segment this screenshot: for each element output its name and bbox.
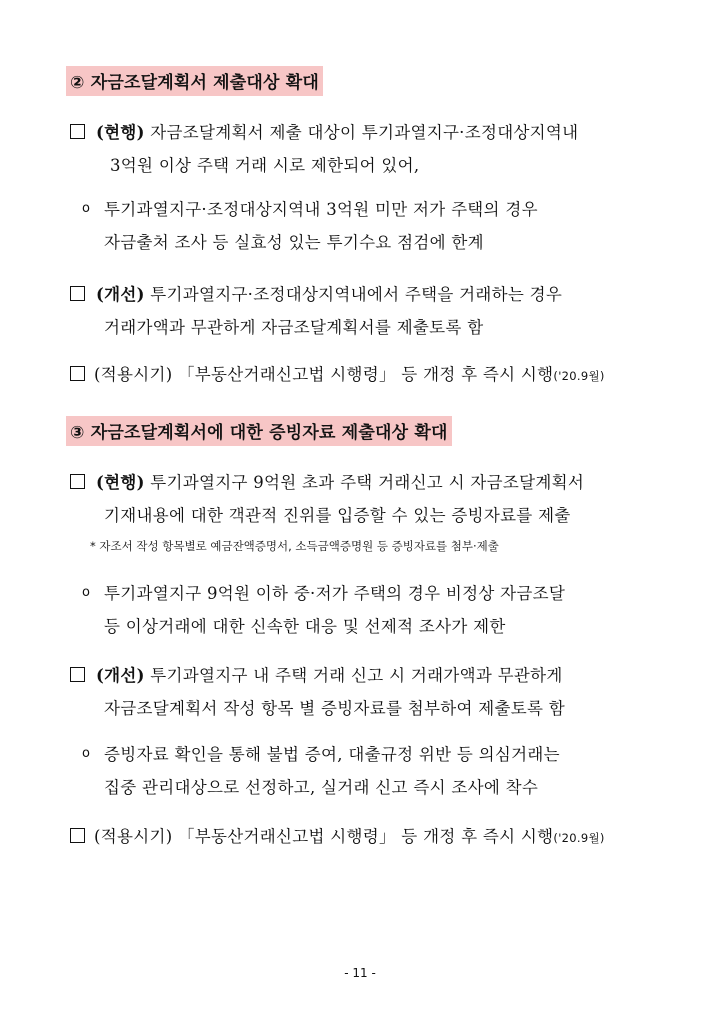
s2-improve-line2: 거래가액과 무관하게 자금조달계획서를 제출토록 함 (104, 318, 484, 337)
s2-bullet1-line1: 투기과열지구·조정대상지역내 3억원 미만 저가 주택의 경우 (104, 200, 538, 219)
s2-current-text1: 자금조달계획서 제출 대상이 투기과열지구·조정대상지역내 (150, 123, 579, 142)
bullet-circle-icon: o (82, 746, 90, 761)
s3-apply-label: (적용시기) (94, 827, 173, 846)
s2-improve-line1 (96, 281, 562, 305)
s2-apply-date: ('20.9월) (553, 369, 605, 383)
section-2-heading: ② 자금조달계획서 제출대상 확대 (66, 66, 323, 96)
s3-bullet2-line1: 증빙자료 확인을 통해 불법 증여, 대출규정 위반 등 의심거래는 (104, 745, 560, 764)
s3-current-line2: 기재내용에 대한 객관적 진위를 입증할 수 있는 증빙자료를 제출 (104, 506, 571, 525)
s3-bullet2-line2: 집중 관리대상으로 선정하고, 실거래 신고 즉시 조사에 착수 (104, 778, 539, 797)
checkbox-square-icon (70, 286, 85, 301)
s3-current-text1: 투기과열지구 9억원 초과 주택 거래신고 시 자금조달계획서 (150, 473, 585, 492)
s3-apply-date: ('20.9월) (553, 831, 605, 845)
s2-apply-text: 「부동산거래신고법 시행령」 등 개정 후 즉시 시행 (177, 365, 554, 384)
s2-current-label: (현행) (96, 123, 145, 142)
s2-current-line1 (96, 119, 578, 143)
s3-bullet1-line2: 등 이상거래에 대한 신속한 대응 및 선제적 조사가 제한 (104, 617, 506, 636)
s3-improve-line2: 자금조달계획서 작성 항목 별 증빙자료를 첨부하여 제출토록 함 (104, 699, 566, 718)
bullet-circle-icon: o (82, 585, 90, 600)
checkbox-square-icon (70, 474, 85, 489)
s3-apply-text: 「부동산거래신고법 시행령」 등 개정 후 즉시 시행 (177, 827, 554, 846)
s3-current-line1 (96, 469, 584, 493)
s2-bullet1-line2: 자금출처 조사 등 실효성 있는 투기수요 점검에 한계 (104, 233, 484, 252)
s2-improve-text1: 투기과열지구·조정대상지역내에서 주택을 거래하는 경우 (150, 285, 563, 304)
checkbox-square-icon (70, 828, 85, 843)
checkbox-square-icon (70, 124, 85, 139)
s3-bullet1-line1: 투기과열지구 9억원 이하 중·저가 주택의 경우 비정상 자금조달 (104, 584, 566, 603)
s3-footnote: * 자조서 작성 항목별로 예금잔액증명서, 소득금액증명원 등 증빙자료를 첨부·제출 (90, 539, 499, 553)
s3-current-label: (현행) (96, 473, 145, 492)
section-3-heading: ③ 자금조달계획서에 대한 증빙자료 제출대상 확대 (66, 416, 452, 446)
s3-apply-line (94, 823, 605, 847)
s3-improve-text1: 투기과열지구 내 주택 거래 신고 시 거래가액과 무관하게 (150, 666, 563, 685)
checkbox-square-icon (70, 366, 85, 381)
checkbox-square-icon (70, 667, 85, 682)
s3-improve-line1 (96, 662, 563, 686)
s2-improve-label: (개선) (96, 285, 145, 304)
s2-apply-line (94, 361, 605, 385)
s2-apply-label: (적용시기) (94, 365, 173, 384)
s3-improve-label: (개선) (96, 666, 145, 685)
s2-current-line2: 3억원 이상 주택 거래 시로 제한되어 있어, (110, 156, 420, 175)
page-number: - 11 - (344, 966, 376, 980)
bullet-circle-icon: o (82, 201, 90, 216)
